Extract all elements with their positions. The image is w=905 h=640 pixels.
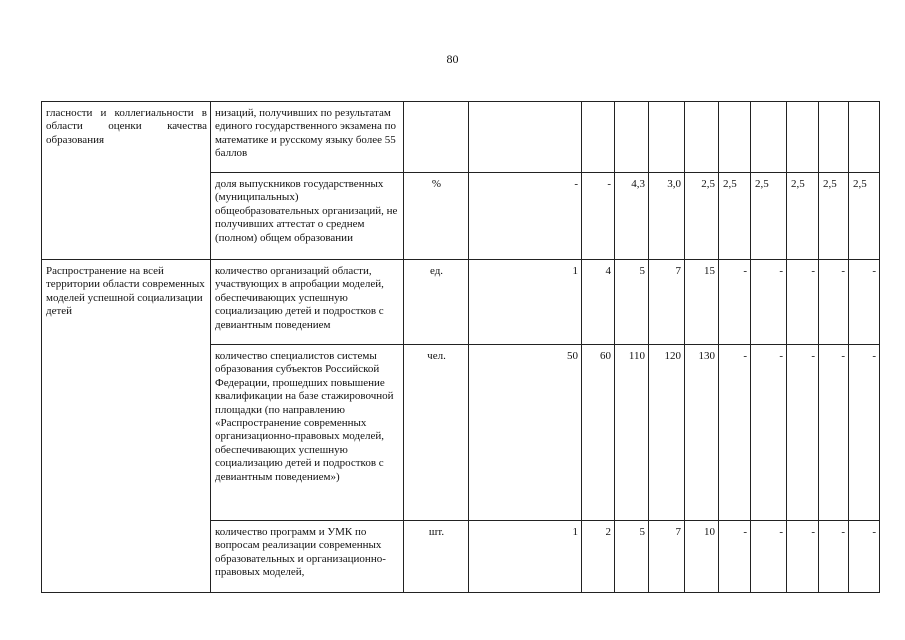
- value-cell: 130: [685, 345, 719, 521]
- value-cell: [685, 102, 719, 173]
- indicator-cell: доля выпускников государственных (муниципальных) общеобразовательных организаций, не получивших аттестат о среднем (полном) общем образовании: [211, 173, 404, 260]
- indicators-table: [41, 101, 880, 593]
- value-cell: -: [787, 521, 819, 593]
- value-cell: -: [819, 521, 849, 593]
- direction-cell: гласности и коллегиальности в области оценки качества образования: [42, 102, 211, 260]
- value-cell: 7: [649, 521, 685, 593]
- indicator-cell: количество специалистов системы образования субъектов Российской Федерации, прошедших повышение квалификации на базе стажировочной площадки (по направлению «Распространение современных организационно-правовых моделей, обеспечивающих успешную социализацию детей и подростков с девиантным поведением»): [211, 345, 404, 521]
- value-cell: -: [787, 260, 819, 345]
- value-cell: 3,0: [649, 173, 685, 260]
- value-cell: -: [719, 260, 751, 345]
- value-cell: 10: [685, 521, 719, 593]
- direction-cell: Распространение на всей территории области современных моделей успешной социализации детей: [42, 260, 211, 593]
- value-cell: 60: [582, 345, 615, 521]
- page-number: 80: [446, 52, 459, 66]
- table-row: [42, 102, 880, 173]
- value-cell: -: [582, 173, 615, 260]
- value-cell: -: [719, 521, 751, 593]
- value-cell: 110: [615, 345, 649, 521]
- value-cell: 2,5: [819, 173, 849, 260]
- value-cell: 2: [582, 521, 615, 593]
- unit-cell: шт.: [404, 521, 469, 593]
- value-cell: 1: [469, 521, 582, 593]
- value-cell: [649, 102, 685, 173]
- value-cell: 2,5: [787, 173, 819, 260]
- value-cell: [582, 102, 615, 173]
- unit-cell: чел.: [404, 345, 469, 521]
- unit-cell: ед.: [404, 260, 469, 345]
- value-cell: 2,5: [751, 173, 787, 260]
- value-cell: 5: [615, 260, 649, 345]
- unit-cell: [404, 102, 469, 173]
- value-cell: 4,3: [615, 173, 649, 260]
- value-cell: -: [819, 345, 849, 521]
- value-cell: [787, 102, 819, 173]
- value-cell: [819, 102, 849, 173]
- value-cell: 7: [649, 260, 685, 345]
- indicator-cell: количество программ и УМК по вопросам реализации современных образовательных и организационно-правовых моделей,: [211, 521, 404, 593]
- value-cell: -: [849, 260, 880, 345]
- value-cell: 15: [685, 260, 719, 345]
- unit-cell: %: [404, 173, 469, 260]
- value-cell: -: [469, 173, 582, 260]
- value-cell: 4: [582, 260, 615, 345]
- value-cell: [469, 102, 582, 173]
- value-cell: 2,5: [685, 173, 719, 260]
- value-cell: 50: [469, 345, 582, 521]
- value-cell: -: [719, 345, 751, 521]
- value-cell: [751, 102, 787, 173]
- table-row: [42, 260, 880, 345]
- value-cell: 120: [649, 345, 685, 521]
- value-cell: 2,5: [849, 173, 880, 260]
- value-cell: -: [849, 345, 880, 521]
- value-cell: [615, 102, 649, 173]
- value-cell: -: [751, 260, 787, 345]
- value-cell: -: [751, 521, 787, 593]
- value-cell: -: [751, 345, 787, 521]
- value-cell: 2,5: [719, 173, 751, 260]
- indicator-cell: количество организаций области, участвующих в апробации моделей, обеспечивающих успешную социализацию детей и подростков с девиантным поведением: [211, 260, 404, 345]
- value-cell: 5: [615, 521, 649, 593]
- indicator-cell: низаций, получивших по результатам единого государственного экзамена по математике и русскому языку более 55 баллов: [211, 102, 404, 173]
- value-cell: -: [849, 521, 880, 593]
- value-cell: [719, 102, 751, 173]
- value-cell: [849, 102, 880, 173]
- value-cell: -: [787, 345, 819, 521]
- value-cell: 1: [469, 260, 582, 345]
- value-cell: -: [819, 260, 849, 345]
